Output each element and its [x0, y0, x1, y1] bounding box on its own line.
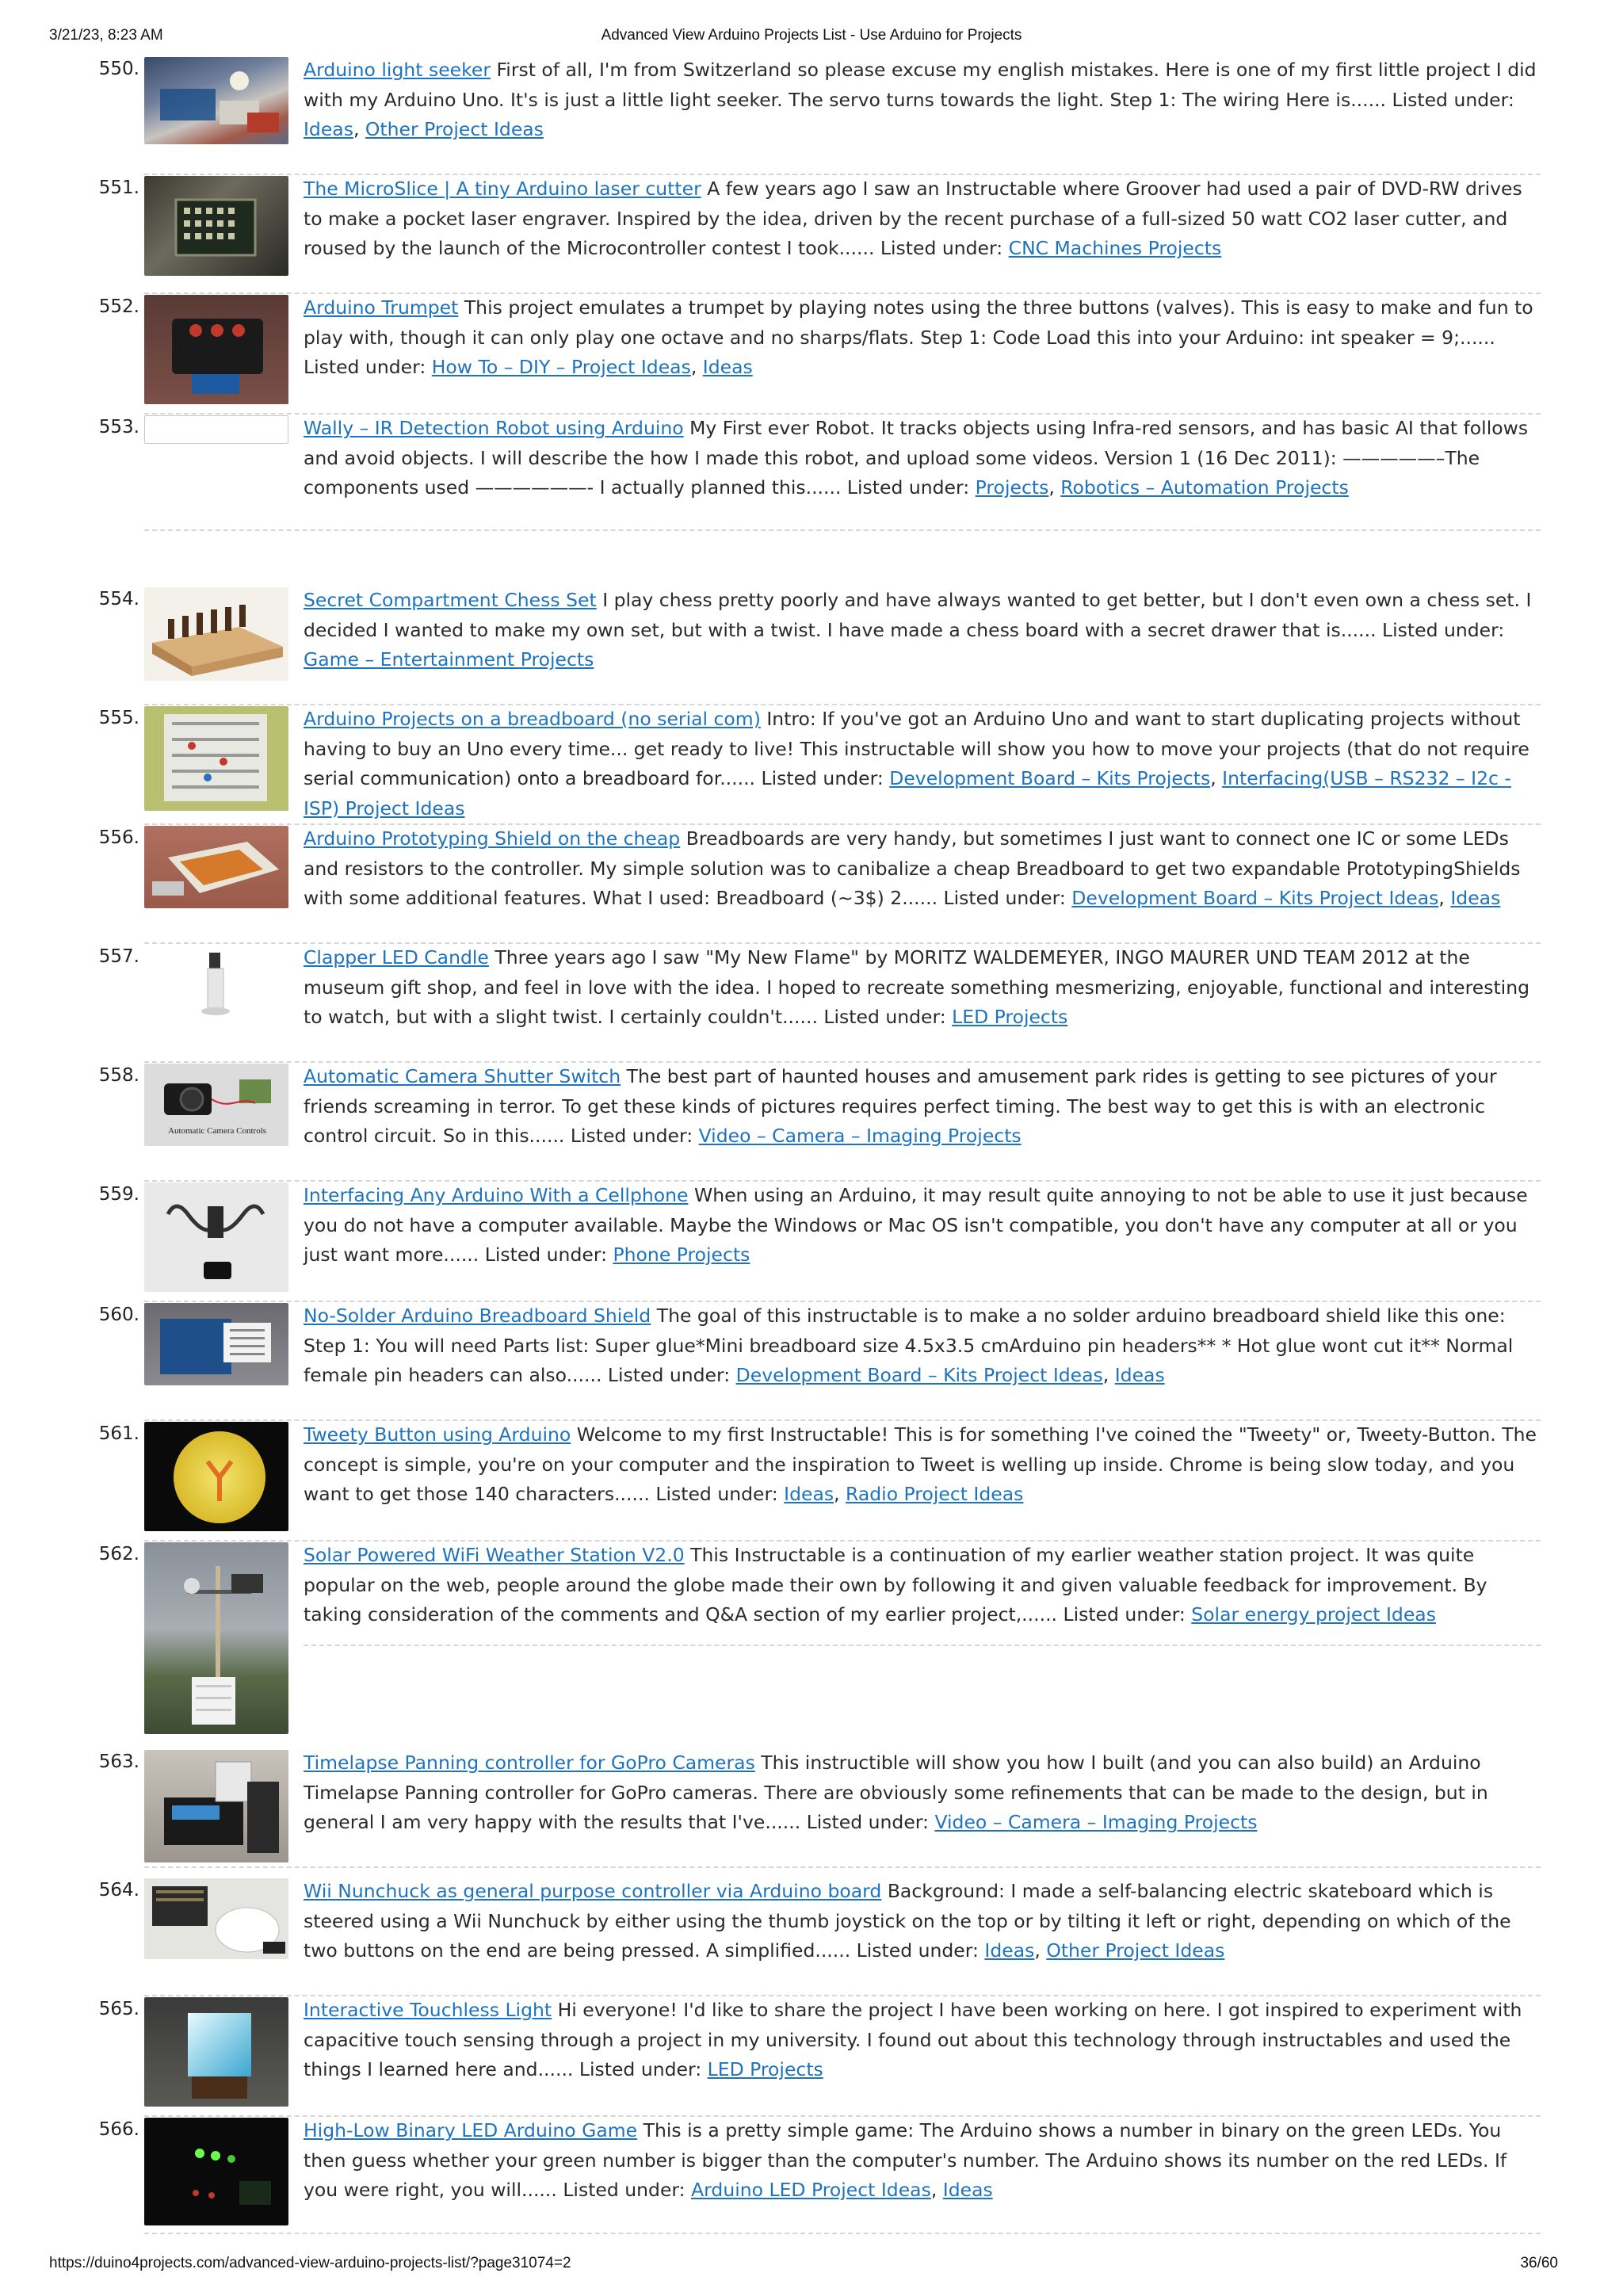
- category-link[interactable]: LED Projects: [707, 2058, 823, 2080]
- project-title-link[interactable]: Solar Powered WiFi Weather Station V2.0: [304, 1544, 685, 1566]
- entry-number: 565.: [98, 1999, 139, 2019]
- project-description: This instructible will show you how I built (and you can also build) an Arduino Timelapse Panning controller for GoPro cameras. There are obviously some refinements that can be made to the design, but in general I am very happy with the results that I've......: [304, 1752, 1488, 1833]
- entry-text: Arduino light seeker First of all, I'm from Switzerland so please excuse my english mistakes. Here is one of my first little project I did with my Arduino Uno. It's is just a little light seeker. The servo turns towards the light. Step 1: The wiring Here is...... Listed under: Ideas, Other Project Ideas: [304, 59, 1537, 140]
- entry-text: [304, 1181, 1540, 1270]
- entry-text: Wii Nunchuck as general purpose controller via Arduino board Background: I made a self-balancing electric skateboard which is steered using a Wii Nunchuck by either using the thumb joystick on the top or by tilting it left or right, depending on which of the two buttons on the end are being pressed. A simplified...... Listed under: Ideas, Other Project Ideas: [304, 1880, 1511, 1962]
- category-link[interactable]: Video – Camera – Imaging Projects: [934, 1811, 1258, 1833]
- separator: [144, 2233, 1541, 2234]
- entry-number: 558.: [98, 1065, 139, 1086]
- entry-text: Arduino Trumpet This project emulates a trumpet by playing notes using the three buttons (valves). This is easy to make and fun to play with, though it can only play one octave and no sharps/flats. Step 1: Code Load this into your Arduino: int speaker = 9;...... Listed under: How To – DIY – Project Ideas, Ideas: [304, 296, 1533, 378]
- print-datetime: 3/21/23, 8:23 AM: [49, 27, 163, 44]
- listed-under-label: Listed under:: [1392, 88, 1514, 111]
- list-item: [0, 824, 1623, 943]
- project-thumbnail[interactable]: [144, 1542, 288, 1734]
- project-title-link[interactable]: Clapper LED Candle: [304, 946, 489, 968]
- listed-under-label: Listed under:: [761, 767, 884, 789]
- entry-text: Arduino Projects on a breadboard (no serial com) Intro: If you've got an Arduino Uno and want to start duplicating projects without having to buy an Uno every time... get ready to live! This instructable will show you how to move your projects (that do not require serial communication) onto a breadboard for...... Listed under: Development Board – Kits Projects, Interfacing(USB – RS232 – I2c -ISP) Project Ideas: [304, 708, 1529, 819]
- project-description: Intro: If you've got an Arduino Uno and want to start duplicating projects without having to buy an Uno every time... get ready to live! This instructable will show you how to move your projects (that do not require serial communication) onto a breadboard for......: [304, 708, 1529, 789]
- separator: [144, 1866, 1541, 1868]
- project-thumbnail[interactable]: [144, 1997, 288, 2107]
- entry-number: 550.: [98, 59, 139, 79]
- project-description: I play chess pretty poorly and have always wanted to get better, but I don't even own a chess set. I decided I wanted to make my own set, but with a twist. I have made a chess board with a secret drawer that is......: [304, 589, 1532, 641]
- listed-under-label: Listed under:: [304, 356, 426, 378]
- project-title-link[interactable]: Arduino Prototyping Shield on the cheap: [304, 827, 681, 850]
- category-link[interactable]: Ideas: [784, 1483, 834, 1505]
- listed-under-label: Listed under:: [880, 237, 1003, 259]
- category-link[interactable]: Arduino LED Project Ideas: [691, 2179, 931, 2201]
- entry-number: 553.: [98, 417, 139, 437]
- project-thumbnail[interactable]: [144, 826, 288, 908]
- project-thumbnail[interactable]: [144, 176, 288, 276]
- project-title-link[interactable]: Secret Compartment Chess Set: [304, 589, 597, 611]
- project-title-link[interactable]: Wally – IR Detection Robot using Arduino: [304, 417, 684, 439]
- project-description: Breadboards are very handy, but sometimes I just want to connect one IC or some LEDs and resistors to the controller. My simple solution was to canibalize a cheap Breadboard to get two expandable PrototypingShields with some additional features. What I used: Breadboard (~3$) 2......: [304, 827, 1521, 909]
- category-link[interactable]: Phone Projects: [613, 1244, 750, 1266]
- category-link[interactable]: LED Projects: [952, 1006, 1068, 1028]
- entry-text: Tweety Button using Arduino Welcome to my first Instructable! This is for something I've coined the "Tweety" or, Tweety-Button. The concept is simple, you're on your computer and the inspiration to Tweet is welling up inside. Chrome is being slow today, and you want to get those 140 characters...... Listed under: Ideas, Radio Project Ideas: [304, 1423, 1537, 1505]
- listed-under-label: Listed under:: [846, 476, 970, 499]
- category-link[interactable]: Game – Entertainment Projects: [304, 648, 594, 670]
- project-title-link[interactable]: Arduino light seeker: [304, 59, 491, 81]
- category-link[interactable]: Other Project Ideas: [365, 118, 544, 140]
- project-thumbnail[interactable]: [144, 1750, 288, 1862]
- entry-text: Wally – IR Detection Robot using Arduino My First ever Robot. It tracks objects using Infra-red sensors, and has basic AI that follows and avoid objects. I will describe the how I made this robot, and upload some videos. Version 1 (16 Dec 2011): —————–The components used ——————- I actually planned this...... Listed under: Projects, Robotics – Automation Projects: [304, 417, 1529, 499]
- project-title-link[interactable]: Wii Nunchuck as general purpose controller via Arduino board: [304, 1880, 882, 1902]
- entry-number: 560.: [98, 1305, 139, 1325]
- listed-under-label: Listed under:: [806, 1811, 929, 1833]
- category-link[interactable]: Radio Project Ideas: [846, 1483, 1024, 1505]
- thumbnail-image: [144, 1542, 288, 1734]
- list-item: [0, 943, 1623, 1062]
- entry-text: [304, 1062, 1540, 1152]
- thumbnail-image: [144, 2118, 288, 2225]
- category-link[interactable]: Robotics – Automation Projects: [1060, 476, 1349, 499]
- print-footer: [49, 2255, 1574, 2274]
- project-description: The goal of this instructable is to make a no solder arduino breadboard shield like this one: Step 1: You will need Parts list: Super glue*Mini breadboard size 4.5x3.5 cmArduino pin headers** * Hot glue wont cut it** Normal female pin headers can also......: [304, 1305, 1514, 1386]
- project-description: This Instructable is a continuation of my earlier weather station project. It was quite popular on the web, people around the globe made their own by following it and given valuable feedback for improvement. By taking consideration of the comments and Q&A section of my earlier project,......: [304, 1544, 1487, 1626]
- list-item: [0, 293, 1623, 414]
- category-link[interactable]: Ideas: [1114, 1364, 1165, 1386]
- project-thumbnail[interactable]: [144, 1182, 288, 1292]
- thumbnail-image: [144, 1878, 288, 1959]
- listed-under-label: Listed under:: [943, 887, 1066, 909]
- project-thumbnail[interactable]: [144, 1878, 288, 1959]
- category-link[interactable]: Ideas: [942, 2179, 993, 2201]
- project-description: My First ever Robot. It tracks objects using Infra-red sensors, and has basic AI that follows and avoid objects. I will describe the how I made this robot, and upload some videos. Version 1 (16 Dec 2011): —————–The components used ——————- I actually planned this......: [304, 417, 1529, 499]
- list-item: [0, 2116, 1623, 2235]
- project-list: [0, 55, 1623, 2235]
- listed-under-label: Listed under:: [579, 2058, 702, 2080]
- entry-number: 551.: [98, 178, 139, 198]
- project-description: Three years ago I saw "My New Flame" by MORITZ WALDEMEYER, INGO MAURER UND TEAM 2012 at the museum gift shop, and feel in love with the idea. I hoped to recreate something mesmerizing, enjoyable, functional and interesting to watch, but with a slight twist. I certainly couldn't......: [304, 946, 1530, 1028]
- project-thumbnail[interactable]: [144, 295, 288, 404]
- list-item: [0, 1996, 1623, 2116]
- category-link[interactable]: Development Board – Kits Project Ideas: [1071, 887, 1439, 909]
- thumbnail-image: [144, 1422, 288, 1531]
- category-link[interactable]: Ideas: [984, 1939, 1035, 1962]
- entry-text: [304, 1748, 1540, 1838]
- listed-under-label: Listed under:: [655, 1483, 778, 1505]
- page-number: 36/60: [1520, 2255, 1558, 2271]
- list-item: [0, 1877, 1623, 1996]
- project-description: This is a pretty simple game: The Arduino shows a number in binary on the green LEDs. You then guess whether your green number is bigger than the computer's number. The Arduino shows its number on the red LEDs. If you were right, you will......: [304, 2119, 1507, 2201]
- thumbnail-image: [144, 176, 288, 276]
- project-title-link[interactable]: Interfacing Any Arduino With a Cellphone: [304, 1184, 689, 1206]
- separator: [304, 1645, 1541, 1646]
- project-thumbnail[interactable]: [144, 1303, 288, 1385]
- category-link[interactable]: Ideas: [702, 356, 753, 378]
- project-title-link[interactable]: Interactive Touchless Light: [304, 1999, 552, 2021]
- entry-number: 557.: [98, 946, 139, 967]
- list-item: [0, 1748, 1623, 1877]
- listed-under-label: Listed under:: [570, 1125, 693, 1147]
- entry-number: 556.: [98, 827, 139, 848]
- thumbnail-image: [144, 1182, 288, 1292]
- thumbnail-image: [144, 57, 288, 144]
- project-description: Welcome to my first Instructable! This is for something I've coined the "Tweety" or, Tweety-Button. The concept is simple, you're on your computer and the inspiration to Tweet is welling up inside. Chrome is being slow today, and you want to get those 140 characters......: [304, 1423, 1537, 1505]
- project-title-link[interactable]: The MicroSlice | A tiny Arduino laser cutter: [304, 178, 701, 200]
- category-link[interactable]: Ideas: [304, 118, 353, 140]
- entry-number: 562.: [98, 1544, 139, 1564]
- project-description: When using an Arduino, it may result quite annoying to not be able to use it just because you do not have a computer available. Maybe the Windows or Mac OS isn't compatible, you don't have any computer at all or you just want more......: [304, 1184, 1528, 1266]
- project-thumbnail[interactable]: [144, 706, 288, 811]
- project-description: Hi everyone! I'd like to share the project I have been working on here. I got inspired to experiment with capacitive touch sensing through a project in my university. I found out about this technology through instructables and used the things I learned here and......: [304, 1999, 1522, 2080]
- thumbnail-caption: Automatic Camera Controls: [168, 1126, 267, 1136]
- category-link[interactable]: Development Board – Kits Project Ideas: [735, 1364, 1103, 1386]
- project-title-link[interactable]: Arduino Projects on a breadboard (no serial com): [304, 708, 761, 730]
- thumbnail-image: [144, 706, 288, 811]
- project-title-link[interactable]: Tweety Button using Arduino: [304, 1423, 571, 1446]
- list-item: [0, 174, 1623, 293]
- project-thumbnail[interactable]: [144, 1064, 288, 1146]
- entry-text: [304, 1996, 1540, 2085]
- list-item: [0, 1541, 1623, 1748]
- listed-under-label: Listed under:: [607, 1364, 731, 1386]
- listed-under-label: Listed under:: [1382, 618, 1505, 641]
- project-description: The best part of haunted houses and amusement park rides is getting to see pictures of your friends screaming in terror. To get these kinds of pictures requires perfect timing. The best way to get this is with an electronic control circuit. So in this......: [304, 1065, 1497, 1147]
- separator: [144, 529, 1541, 531]
- entry-number: 554.: [98, 589, 139, 609]
- list-item: [0, 1420, 1623, 1541]
- project-thumbnail[interactable]: [144, 945, 288, 1022]
- list-item: [0, 1181, 1623, 1301]
- entry-text: No-Solder Arduino Breadboard Shield The goal of this instructable is to make a no solder arduino breadboard shield like this one: Step 1: You will need Parts list: Super glue*Mini breadboard size 4.5x3.5 cmArduino pin headers** * Hot glue wont cut it** Normal female pin headers can also...... Listed under: Development Board – Kits Project Ideas, Ideas: [304, 1305, 1514, 1386]
- list-item: [0, 414, 1623, 586]
- entry-number: 552.: [98, 296, 139, 317]
- project-description: First of all, I'm from Switzerland so please excuse my english mistakes. Here is one of my first little project I did with my Arduino Uno. It's is just a little light seeker. The servo turns towards the light. Step 1: The wiring Here is......: [304, 59, 1537, 111]
- project-thumbnail[interactable]: [144, 57, 288, 144]
- category-link[interactable]: Other Project Ideas: [1046, 1939, 1225, 1962]
- thumbnail-image: [144, 1997, 288, 2107]
- list-item: [0, 705, 1623, 824]
- entry-text: Arduino Prototyping Shield on the cheap Breadboards are very handy, but sometimes I just want to connect one IC or some LEDs and resistors to the controller. My simple solution was to canibalize a cheap Breadboard to get two expandable PrototypingShields with some additional features. What I used: Breadboard (~3$) 2...... Listed under: Development Board – Kits Project Ideas, Ideas: [304, 827, 1521, 909]
- thumbnail-image: [144, 826, 288, 908]
- list-item: [0, 55, 1623, 174]
- entry-number: 566.: [98, 2119, 139, 2140]
- category-link[interactable]: Ideas: [1450, 887, 1501, 909]
- listed-under-label: Listed under:: [823, 1006, 946, 1028]
- list-item: [0, 1301, 1623, 1420]
- project-description: This project emulates a trumpet by playing notes using the three buttons (valves). This is easy to make and fun to play with, though it can only play one octave and no sharps/flats. Step 1: Code Load this into your Arduino: int speaker = 9;......: [304, 296, 1533, 349]
- print-url: https://duino4projects.com/advanced-view-arduino-projects-list/?page31074=2: [49, 2255, 571, 2271]
- thumbnail-image: [144, 1303, 288, 1385]
- list-item: [0, 586, 1623, 705]
- entry-text: [304, 1541, 1540, 1630]
- entry-text: High-Low Binary LED Arduino Game This is a pretty simple game: The Arduino shows a number in binary on the green LEDs. You then guess whether your green number is bigger than the computer's number. The Arduino shows its number on the red LEDs. If you were right, you will...... Listed under: Arduino LED Project Ideas, Ideas: [304, 2119, 1507, 2201]
- project-title-link[interactable]: Timelapse Panning controller for GoPro Cameras: [304, 1752, 755, 1774]
- listed-under-label: Listed under:: [1063, 1603, 1186, 1626]
- project-title-link[interactable]: No-Solder Arduino Breadboard Shield: [304, 1305, 651, 1327]
- category-link[interactable]: Interfacing(USB – RS232 – I2c -ISP) Project Ideas: [304, 767, 1511, 819]
- entry-number: 563.: [98, 1752, 139, 1772]
- print-page-title: Advanced View Arduino Projects List - Use Arduino for Projects: [601, 27, 1022, 44]
- project-description: A few years ago I saw an Instructable where Groover had used a pair of DVD-RW drives to make a pocket laser engraver. Inspired by the idea, driven by the recent purchase of a full-sized 50 watt CO2 laser cutter, and roused by the launch of the Microcontroller contest I took......: [304, 178, 1522, 259]
- print-header: [49, 27, 1574, 46]
- thumbnail-image: [144, 945, 288, 1022]
- listed-under-label: Listed under:: [856, 1939, 979, 1962]
- project-title-link[interactable]: Automatic Camera Shutter Switch: [304, 1065, 621, 1087]
- category-link[interactable]: Development Board – Kits Projects: [889, 767, 1211, 789]
- project-thumbnail[interactable]: [144, 2118, 288, 2225]
- entry-number: 561.: [98, 1423, 139, 1444]
- project-description: Background: I made a self-balancing electric skateboard which is steered using a Wii Nunchuck by either using the thumb joystick on the top or by tilting it left or right, depending on which of the two buttons on the end are being pressed. A simplified......: [304, 1880, 1511, 1962]
- project-title-link[interactable]: Arduino Trumpet: [304, 296, 459, 319]
- category-link[interactable]: CNC Machines Projects: [1008, 237, 1222, 259]
- entry-number: 555.: [98, 708, 139, 728]
- project-thumbnail[interactable]: [144, 1422, 288, 1531]
- list-item: [0, 1062, 1623, 1181]
- entry-text: [304, 943, 1540, 1033]
- entry-text: [304, 174, 1540, 264]
- category-link[interactable]: Video – Camera – Imaging Projects: [698, 1125, 1022, 1147]
- broken-image-placeholder[interactable]: [144, 415, 288, 444]
- thumbnail-image: [144, 1064, 288, 1146]
- project-thumbnail[interactable]: [144, 587, 288, 681]
- thumbnail-image: [144, 295, 288, 404]
- entry-number: 564.: [98, 1880, 139, 1901]
- category-link[interactable]: Projects: [975, 476, 1049, 499]
- category-link[interactable]: Solar energy project Ideas: [1191, 1603, 1436, 1626]
- thumbnail-image: [144, 1750, 288, 1862]
- entry-text: [304, 586, 1540, 675]
- category-link[interactable]: How To – DIY – Project Ideas: [431, 356, 691, 378]
- thumbnail-image: [144, 587, 288, 681]
- project-title-link[interactable]: High-Low Binary LED Arduino Game: [304, 2119, 638, 2141]
- listed-under-label: Listed under:: [484, 1244, 607, 1266]
- listed-under-label: Listed under:: [563, 2179, 685, 2201]
- entry-number: 559.: [98, 1184, 139, 1205]
